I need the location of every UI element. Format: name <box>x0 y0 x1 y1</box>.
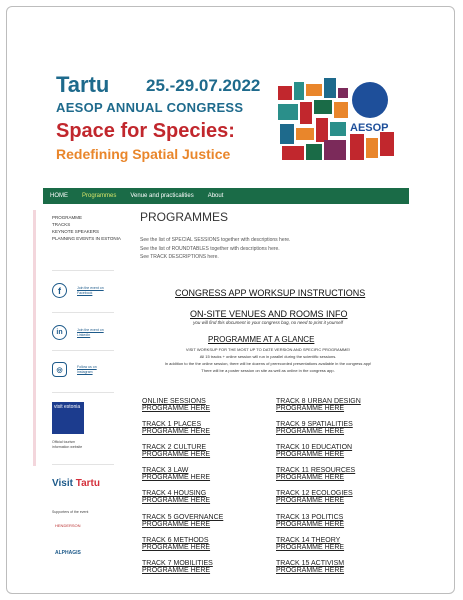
facebook-link[interactable]: Join the event on Facebook <box>77 285 104 295</box>
sidebar-item-keynote[interactable]: KEYNOTE SPEAKERS <box>52 229 100 234</box>
programme-link: PROGRAMME HERE <box>276 521 345 528</box>
congress-banner <box>56 70 406 170</box>
instagram-icon[interactable]: ◎ <box>52 362 67 377</box>
track-link-10[interactable] <box>276 444 352 458</box>
programme-link: PROGRAMME HERE <box>142 428 211 435</box>
programme-link: PROGRAMME HERE <box>276 544 345 551</box>
supporter-logo-henderson[interactable]: HENDERSON <box>55 523 81 528</box>
track-link-1[interactable] <box>142 421 210 435</box>
sidebar-item-programme[interactable]: PROGRAMME <box>52 215 83 220</box>
programme-link: PROGRAMME HERE <box>142 521 211 528</box>
programme-link: PROGRAMME HERE <box>142 405 211 412</box>
track-title: TRACK 14 THEORY <box>276 537 341 544</box>
track-title: TRACK 7 MOBILITIES <box>142 560 213 567</box>
track-link-7[interactable] <box>142 560 213 574</box>
visit-estonia-caption: Official tourism information website <box>52 440 83 449</box>
track-title: TRACK 5 GOVERNANCE <box>142 514 224 521</box>
visit-estonia-logo[interactable]: visit estonia <box>52 402 84 434</box>
banner-congress: AESOP ANNUAL CONGRESS <box>56 100 244 115</box>
track-link-9[interactable] <box>276 421 353 435</box>
programme-link: PROGRAMME HERE <box>142 451 211 458</box>
track-link-14[interactable] <box>276 537 344 551</box>
track-title: TRACK 6 METHODS <box>142 537 209 544</box>
visit-tartu-a: Visit <box>52 478 73 489</box>
sidebar-links <box>52 214 122 242</box>
venues-note: you will find this document in your congress bag, no need to print it yourself <box>193 320 343 325</box>
track-link-online[interactable] <box>142 398 210 412</box>
nav-venue[interactable]: Venue and practicalities <box>130 193 194 199</box>
congress-app-link[interactable]: CONGRESS APP WORKSUP INSTRUCTIONS <box>175 288 366 298</box>
aesop-logo-label: AESOP <box>350 122 389 134</box>
programme-link: PROGRAMME HERE <box>142 497 211 504</box>
banner-slogan: Space for Species: <box>56 120 235 142</box>
sidebar-divider <box>52 350 114 351</box>
banner-mosaic-logo <box>276 74 396 164</box>
track-link-8[interactable] <box>276 398 361 412</box>
sidebar-accent-bar <box>33 210 36 466</box>
track-title: TRACK 8 URBAN DESIGN <box>276 398 361 405</box>
aesop-globe-icon <box>352 82 388 118</box>
glance-line: In addition to the the online session, there will be dozens of prerecorded presentations available in the congress app! <box>164 361 372 366</box>
track-link-6[interactable] <box>142 537 210 551</box>
track-title: TRACK 12 ECOLOGIES <box>276 490 353 497</box>
track-title: TRACK 9 SPATIALITIES <box>276 421 353 428</box>
banner-subtitle: Redefining Spatial Justice <box>56 146 231 162</box>
supporter-logo-alphagis[interactable]: ALPHAGIS <box>55 550 81 556</box>
track-link-12[interactable] <box>276 490 353 504</box>
linkedin-link[interactable]: Join the event on LinkedIn <box>77 327 104 337</box>
supporters-label: Supporters of the event <box>52 510 89 514</box>
sidebar-item-tracks[interactable]: TRACKS <box>52 222 71 227</box>
sidebar-divider <box>52 312 114 313</box>
track-title: TRACK 11 RESOURCES <box>276 467 356 474</box>
linkedin-icon[interactable]: in <box>52 325 67 340</box>
track-title: TRACK 10 EDUCATION <box>276 444 353 451</box>
track-title: TRACK 2 CULTURE <box>142 444 207 451</box>
track-title: TRACK 3 LAW <box>142 467 189 474</box>
track-title: TRACK 15 ACTIVISM <box>276 560 345 567</box>
programme-link: PROGRAMME HERE <box>142 474 211 481</box>
track-link-15[interactable] <box>276 560 344 574</box>
visit-tartu-b: Tartu <box>75 478 100 489</box>
track-descriptions-line[interactable]: See TRACK DESCRIPTIONS here. <box>140 254 219 260</box>
glance-line: All 15 tracks + online session will run in parallel during the scientific sessions. <box>199 354 337 359</box>
programme-link: PROGRAMME HERE <box>276 451 345 458</box>
programme-link: PROGRAMME HERE <box>276 474 345 481</box>
nav-home[interactable]: HOME <box>50 193 68 199</box>
visit-tartu-logo[interactable] <box>52 478 100 489</box>
programme-link: PROGRAMME HERE <box>142 544 211 551</box>
glance-link[interactable]: PROGRAMME AT A GLANCE <box>208 335 315 344</box>
banner-dates: 25.-29.07.2022 <box>146 76 261 95</box>
programme-link: PROGRAMME HERE <box>142 567 211 574</box>
banner-city: Tartu <box>56 72 110 97</box>
track-link-2[interactable] <box>142 444 210 458</box>
track-title: TRACK 1 PLACES <box>142 421 202 428</box>
instagram-link[interactable]: Follow us on Instagram <box>77 364 97 374</box>
track-link-5[interactable] <box>142 514 223 528</box>
main-nav <box>43 188 409 204</box>
sidebar-divider <box>52 464 114 465</box>
programme-link: PROGRAMME HERE <box>276 497 345 504</box>
sidebar-item-planning-events[interactable]: PLANNING EVENTS IN ESTONIA <box>52 236 121 241</box>
page-title: PROGRAMMES <box>140 210 229 224</box>
linkedin-block[interactable] <box>52 325 107 340</box>
programme-link: PROGRAMME HERE <box>276 567 345 574</box>
track-title: TRACK 4 HOUSING <box>142 490 207 497</box>
sidebar-divider <box>52 392 114 393</box>
instagram-block[interactable] <box>52 362 107 377</box>
glance-text <box>148 346 388 374</box>
glance-line: There will be a poster session on site as well as online in the congress app. <box>201 368 335 373</box>
track-title: TRACK 13 POLITICS <box>276 514 344 521</box>
facebook-block[interactable] <box>52 283 107 298</box>
nav-about[interactable]: About <box>207 193 224 199</box>
roundtables-line[interactable]: See the list of ROUNDTABLES together with descriptions here. <box>140 245 280 252</box>
programme-link: PROGRAMME HERE <box>276 405 345 412</box>
venues-link[interactable]: ON-SITE VENUES AND ROOMS INFO <box>190 309 348 319</box>
track-link-3[interactable] <box>142 467 210 481</box>
track-link-4[interactable] <box>142 490 210 504</box>
facebook-icon[interactable]: f <box>52 283 67 298</box>
track-link-13[interactable] <box>276 514 344 528</box>
main-content <box>140 210 415 262</box>
sidebar-divider <box>52 270 114 271</box>
programme-link: PROGRAMME HERE <box>276 428 345 435</box>
track-title: ONLINE SESSIONS <box>142 398 206 405</box>
nav-programmes[interactable]: Programmes <box>82 193 117 199</box>
glance-line: VISIT WORKSUP FOR THE MOST UP TO DATE VERSION AND SPECIFIC PROGRAMME! <box>185 347 351 352</box>
special-sessions-line[interactable]: See the list of SPECIAL SESSIONS together with descriptions here. <box>140 237 291 243</box>
track-link-11[interactable] <box>276 467 355 481</box>
